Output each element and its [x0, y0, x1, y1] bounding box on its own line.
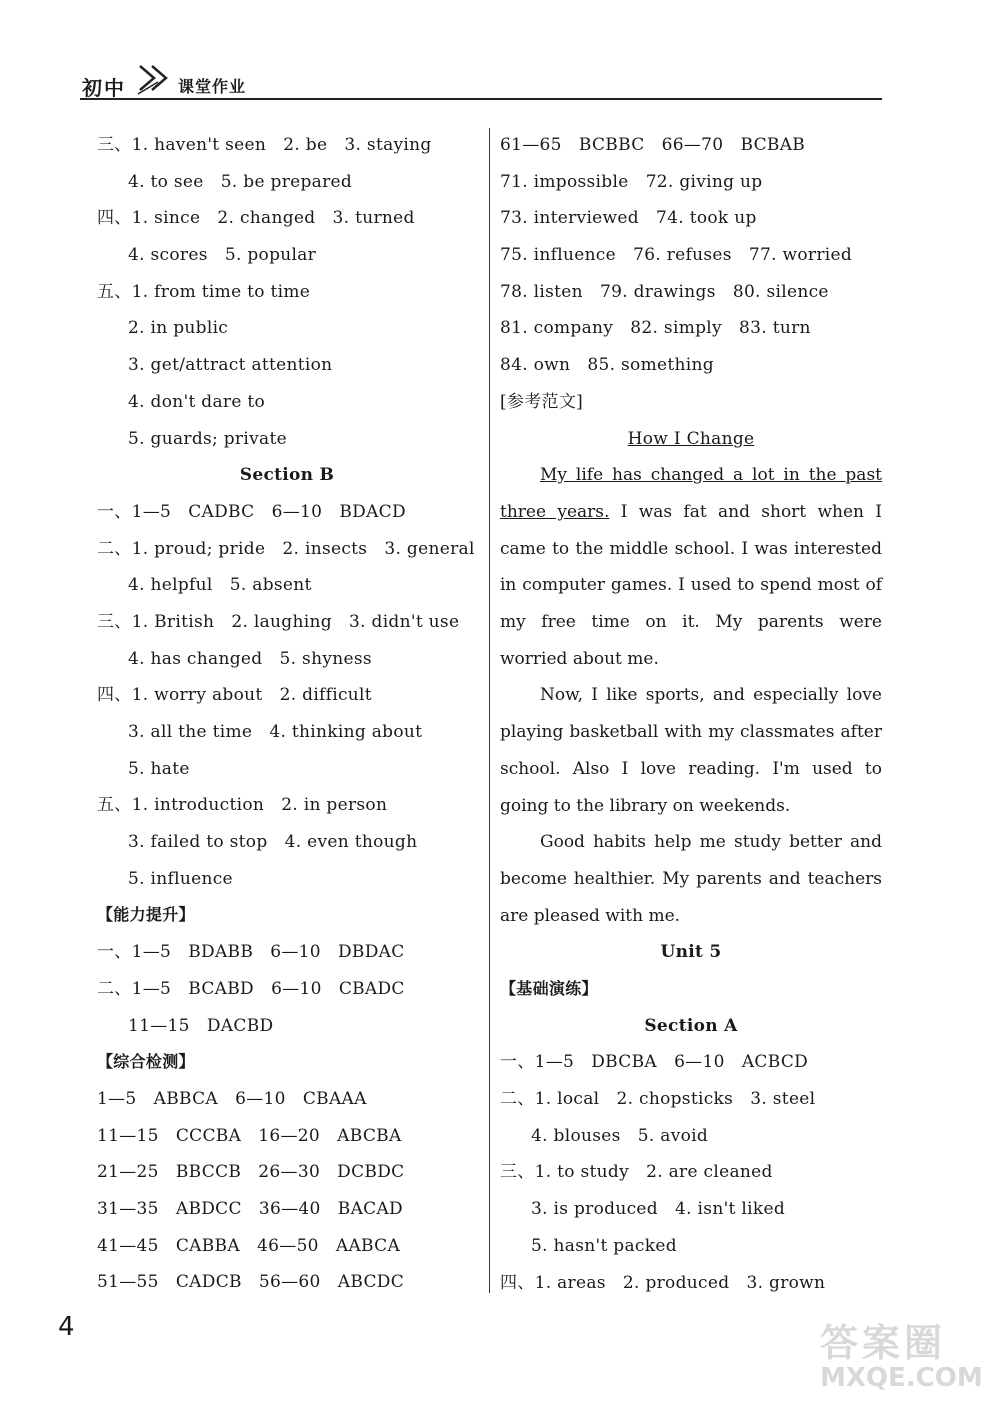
answer-line: 四、1. areas 2. produced 3. grown: [500, 1272, 826, 1293]
answer-line: 21—25 BBCCB 26—30 DCBDC: [97, 1162, 405, 1183]
answer-line: 3. get/attract attention: [128, 355, 333, 376]
answer-line: 3. is produced 4. isn't liked: [531, 1199, 785, 1220]
answer-line: 5. guards; private: [128, 428, 287, 449]
watermark-logo: [820, 1312, 990, 1397]
answer-line: 一、1—5 BDABB 6—10 DBDAC: [97, 942, 405, 963]
page-header: [80, 68, 882, 100]
answer-line: 五、1. introduction 2. in person: [97, 795, 388, 816]
answer-line: 71. impossible 72. giving up: [500, 171, 763, 192]
answer-line: 一、1—5 CADBC 6—10 BDACD: [97, 501, 406, 522]
section-tag: [参考范文]: [500, 391, 584, 412]
answer-line: 1—5 ABBCA 6—10 CBAAA: [97, 1088, 367, 1109]
answer-line: 四、1. worry about 2. difficult: [97, 685, 372, 706]
section-heading: Section B: [239, 465, 335, 486]
answer-line: 2. in public: [128, 318, 229, 339]
answer-line: 78. listen 79. drawings 80. silence: [500, 281, 829, 302]
page-number: 4: [58, 1312, 75, 1342]
answer-line: 三、1. haven't seen 2. be 3. staying: [97, 135, 432, 155]
essay-paragraph: [500, 457, 882, 677]
answer-line: 61—65 BCBBC 66—70 BCBAB: [500, 135, 806, 155]
answer-line: 四、1. since 2. changed 3. turned: [97, 208, 415, 229]
essay-paragraph: Good habits help me study better and become healthier. My parents and teachers are pleased with me.: [500, 832, 882, 926]
answer-line: 二、1. proud; pride 2. insects 3. general: [97, 538, 475, 559]
answer-line: 三、1. to study 2. are cleaned: [500, 1162, 773, 1183]
answer-line: 31—35 ABDCC 36—40 BACAD: [97, 1198, 403, 1219]
left-column: [97, 127, 477, 1301]
answer-line: 4. don't dare to: [128, 391, 266, 412]
answer-line: 4. has changed 5. shyness: [128, 648, 372, 669]
answer-line: 11—15 CCCBA 16—20 ABCBA: [97, 1125, 402, 1146]
answer-line: 五、1. from time to time: [97, 281, 311, 302]
essay-title-text: How I Change: [627, 428, 755, 449]
answer-line: 二、1—5 BCABD 6—10 CBADC: [97, 978, 405, 999]
header-subtitle: 课堂作业: [178, 77, 247, 96]
header-brand: 初中: [82, 76, 126, 100]
answer-line: 5. influence: [128, 868, 233, 889]
answer-line: 11—15 DACBD: [128, 1015, 274, 1036]
answer-line: 51—55 CADCB 56—60 ABCDC: [97, 1272, 405, 1293]
answer-line: 4. to see 5. be prepared: [128, 171, 353, 192]
section-tag: 【能力提升】: [97, 905, 195, 925]
watermark-cn: 答案圈: [820, 1321, 947, 1365]
answer-line: 4. blouses 5. avoid: [531, 1125, 709, 1146]
answer-line: 84. own 85. something: [500, 355, 714, 376]
column-divider: [489, 128, 490, 1293]
double-chevron-icon: [136, 60, 176, 96]
underlined-sentence: My life has changed a lot in the past three years.: [500, 465, 882, 522]
answer-line: 73. interviewed 74. took up: [500, 208, 757, 229]
essay-paragraph: Now, I like sports, and especially love playing basketball with my classmates after school. Also I love reading. I'm used to going to the library on weekends.: [500, 685, 882, 816]
answer-line: 三、1. British 2. laughing 3. didn't use: [97, 611, 460, 632]
answer-line: 3. all the time 4. thinking about: [128, 722, 423, 742]
watermark-en: MXQE.COM: [820, 1363, 983, 1393]
answer-line: 81. company 82. simply 83. turn: [500, 318, 811, 339]
answer-line: 3. failed to stop 4. even though: [128, 832, 418, 853]
answer-line: 5. hasn't packed: [531, 1235, 677, 1256]
section-heading: Section A: [644, 1015, 738, 1036]
answer-line: 一、1—5 DBCBA 6—10 ACBCD: [500, 1052, 809, 1073]
section-tag: 【基础演练】: [500, 979, 598, 999]
answer-line: 75. influence 76. refuses 77. worried: [500, 245, 853, 266]
answer-line: 5. hate: [128, 758, 190, 779]
right-column: [500, 127, 882, 1301]
answer-line: 4. helpful 5. absent: [128, 575, 312, 596]
answer-line: 4. scores 5. popular: [128, 245, 317, 266]
section-tag: 【综合检测】: [97, 1052, 195, 1072]
paragraph-text: I was fat and short when I came to the middle school. I was interested in computer games. I used to spend most of my free time on it. My parents were worried about me.: [500, 501, 882, 669]
answer-line: 二、1. local 2. chopsticks 3. steel: [500, 1089, 816, 1110]
unit-heading: Unit 5: [660, 942, 722, 963]
essay-title: [500, 421, 882, 458]
answer-line: 41—45 CABBA 46—50 AABCA: [97, 1235, 401, 1256]
